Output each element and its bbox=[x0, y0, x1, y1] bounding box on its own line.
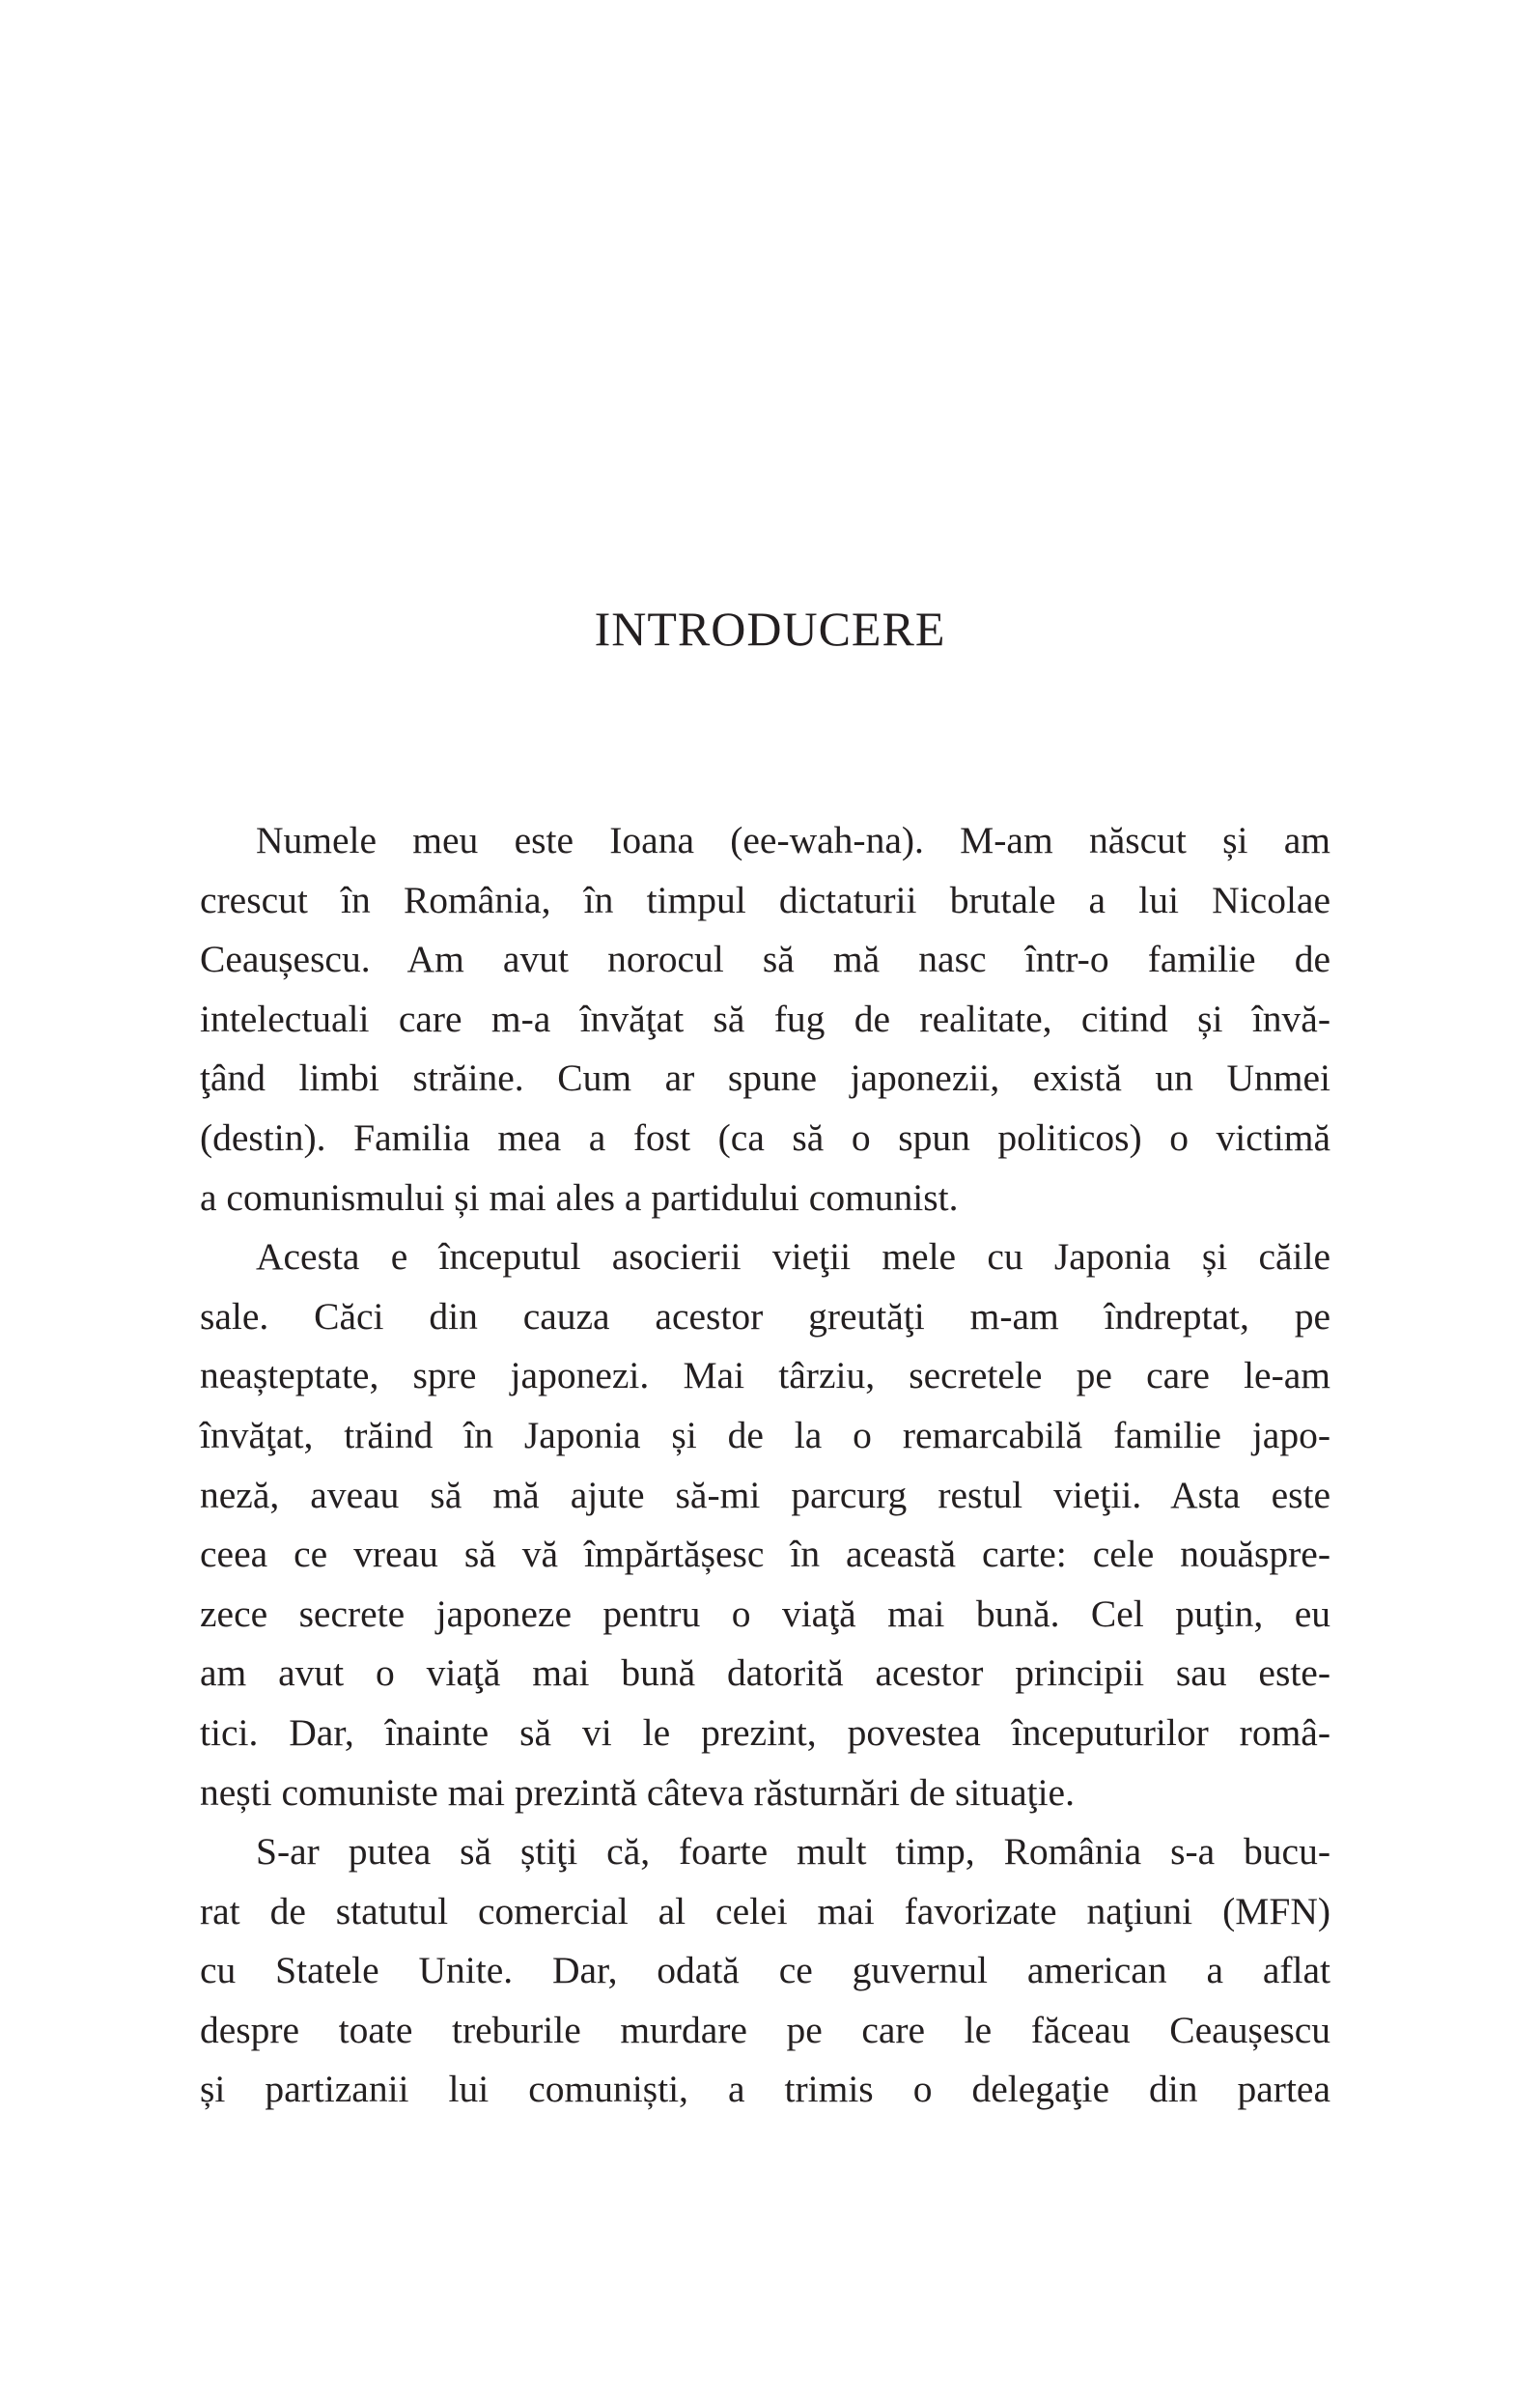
paragraph bbox=[200, 811, 1330, 1227]
text-line: sale. Căci din cauza acestor greutăţi m-am îndreptat, pe bbox=[200, 1294, 1330, 1338]
text-line: crescut în România, în timpul dictaturii brutale a lui Nicolae bbox=[200, 878, 1330, 921]
text-line: despre toate treburile murdare pe care le făceau Ceaușescu bbox=[200, 2008, 1330, 2051]
text-line: am avut o viaţă mai bună datorită acestor principii sau este- bbox=[200, 1651, 1330, 1695]
text-line: intelectuali care m-a învăţat să fug de realitate, citind și învă- bbox=[200, 997, 1330, 1040]
text-line: zece secrete japoneze pentru o viaţă mai bună. Cel puţin, eu bbox=[200, 1592, 1330, 1635]
text-line: Acesta e începutul asocierii vieţii mele cu Japonia și căile bbox=[256, 1235, 1330, 1279]
text-line: neză, aveau să mă ajute să-mi parcurg restul vieţii. Asta este bbox=[200, 1473, 1330, 1516]
text-line: neașteptate, spre japonezi. Mai târziu, secretele pe care le-am bbox=[200, 1354, 1330, 1397]
text-line: ceea ce vreau să vă împărtășesc în această carte: cele nouăspre- bbox=[200, 1533, 1330, 1576]
paragraph bbox=[200, 1822, 1330, 2120]
text-line: rat de statutul comercial al celei mai favorizate naţiuni (MFN) bbox=[200, 1889, 1330, 1932]
text-line: nești comuniste mai prezintă câteva răsturnări de situaţie. bbox=[200, 1770, 1075, 1814]
text-line: învăţat, trăind în Japonia și de la o remarcabilă familie japo- bbox=[200, 1413, 1330, 1456]
text-line: a comunismului și mai ales a partidului comunist. bbox=[200, 1175, 959, 1219]
text-line: (destin). Familia mea a fost (ca să o spun politicos) o victimă bbox=[200, 1115, 1330, 1159]
text-line: Numele meu este Ioana (ee-wah-na). M-am născut și am bbox=[256, 819, 1330, 861]
text-line: și partizanii lui comuniști, a trimis o delegaţie din partea bbox=[200, 2068, 1330, 2111]
text-line: cu Statele Unite. Dar, odată ce guvernul american a aflat bbox=[200, 1949, 1330, 1992]
text-line: Ceaușescu. Am avut norocul să mă nasc într-o familie de bbox=[200, 938, 1330, 981]
text-line: ţând limbi străine. Cum ar spune japonezii, există un Unmei bbox=[200, 1057, 1330, 1100]
paragraph bbox=[200, 1227, 1330, 1822]
text-line: tici. Dar, înainte să vi le prezint, povestea începuturilor româ- bbox=[200, 1710, 1330, 1754]
chapter-body bbox=[200, 811, 1330, 2120]
chapter-title: INTRODUCERE bbox=[594, 602, 946, 656]
text-line: S-ar putea să știţi că, foarte mult timp, România s-a bucu- bbox=[256, 1830, 1330, 1874]
